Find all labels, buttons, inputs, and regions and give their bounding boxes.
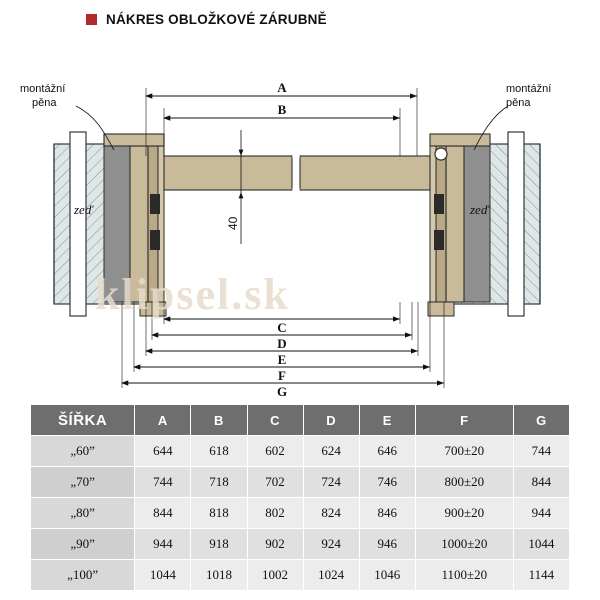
svg-text:F: F [278, 368, 286, 383]
cell-width: „60” [31, 436, 135, 467]
label-foam-right-line2: pěna [506, 97, 531, 109]
page-title [86, 12, 327, 27]
cell-c: 702 [247, 467, 303, 498]
watermark: klipsel.sk [95, 270, 290, 319]
cell-g: 944 [513, 498, 569, 529]
svg-text:C: C [277, 320, 287, 335]
table-row [31, 436, 570, 467]
cell-d: 1024 [303, 560, 359, 591]
label-foam-left-line2: pěna [32, 97, 57, 109]
column-header-f: F [415, 405, 513, 436]
cell-width: „80” [31, 498, 135, 529]
dimensions-table [30, 404, 570, 591]
cell-width: „70” [31, 467, 135, 498]
svg-text:D: D [277, 336, 287, 351]
mounting-foam-right [464, 146, 490, 302]
cell-c: 1002 [247, 560, 303, 591]
table-header-row [31, 405, 570, 436]
cell-e: 746 [359, 467, 415, 498]
title-text: NÁKRES OBLOŽKOVÉ ZÁRUBNĚ [106, 12, 327, 27]
cell-a: 944 [135, 529, 191, 560]
label-foam-right-line1: montážní [506, 83, 552, 95]
cell-d: 924 [303, 529, 359, 560]
cell-b: 818 [191, 498, 247, 529]
column-header-c: C [247, 405, 303, 436]
cell-b: 618 [191, 436, 247, 467]
technical-drawing [0, 34, 600, 400]
cell-f: 700±20 [415, 436, 513, 467]
cell-a: 844 [135, 498, 191, 529]
svg-text:G: G [276, 384, 288, 399]
cell-a: 1044 [135, 560, 191, 591]
table-row [31, 560, 570, 591]
cell-e: 1046 [359, 560, 415, 591]
cell-g: 844 [513, 467, 569, 498]
cell-d: 824 [303, 498, 359, 529]
column-header-d: D [303, 405, 359, 436]
cell-c: 902 [247, 529, 303, 560]
cell-g: 1144 [513, 560, 569, 591]
svg-text:E: E [277, 352, 287, 367]
column-header-g: G [513, 405, 569, 436]
table-row [31, 529, 570, 560]
cell-d: 724 [303, 467, 359, 498]
cell-f: 1000±20 [415, 529, 513, 560]
cell-g: 744 [513, 436, 569, 467]
svg-text:A: A [277, 80, 287, 95]
handle-knob [435, 148, 447, 160]
column-header-e: E [359, 405, 415, 436]
dimension-B [164, 102, 400, 156]
column-header-b: B [191, 405, 247, 436]
cell-width: „90” [31, 529, 135, 560]
cell-d: 624 [303, 436, 359, 467]
cell-f: 900±20 [415, 498, 513, 529]
cell-b: 718 [191, 467, 247, 498]
cell-f: 1100±20 [415, 560, 513, 591]
cell-f: 800±20 [415, 467, 513, 498]
cell-a: 744 [135, 467, 191, 498]
label-wall-right: zeď [470, 202, 489, 217]
cell-g: 1044 [513, 529, 569, 560]
column-header-a: A [135, 405, 191, 436]
cell-a: 644 [135, 436, 191, 467]
dimension-C [164, 302, 400, 335]
cell-c: 602 [247, 436, 303, 467]
cell-e: 846 [359, 498, 415, 529]
cell-width: „100” [31, 560, 135, 591]
cell-b: 918 [191, 529, 247, 560]
label-wall-left: zeď [74, 202, 93, 217]
red-square-marker [86, 14, 97, 25]
label-foam-left-line1: montážní [20, 83, 66, 95]
column-header-sirka: ŠÍŘKA [31, 405, 135, 436]
door-leaf [164, 156, 430, 190]
cell-e: 946 [359, 529, 415, 560]
depth-label: 40 [226, 216, 240, 230]
table-row [31, 498, 570, 529]
cell-e: 646 [359, 436, 415, 467]
cell-c: 802 [247, 498, 303, 529]
cell-b: 1018 [191, 560, 247, 591]
svg-text:B: B [277, 102, 287, 117]
table-row [31, 467, 570, 498]
mounting-foam-left [104, 146, 130, 302]
